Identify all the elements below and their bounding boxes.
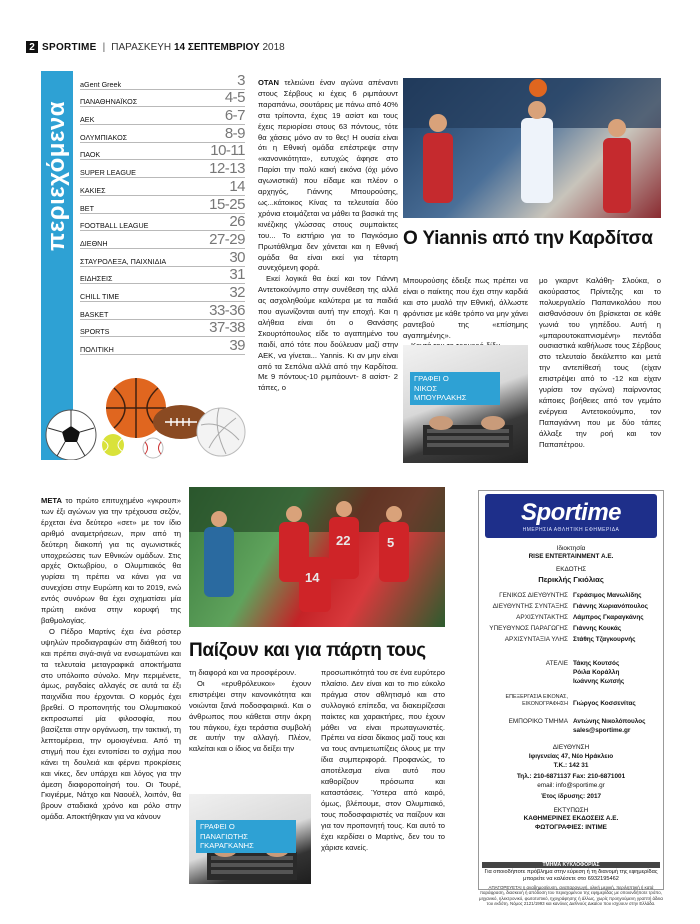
author-first-name: ΝΙΚΟΣ [414, 383, 438, 393]
contents-row [80, 267, 245, 285]
contents-section-label: ΟΛΥΜΠΙΑΚΟΣ [80, 132, 128, 142]
issue-date [111, 42, 284, 53]
author-label-line: ΓΡΑΦΕΙ Ο [414, 374, 449, 383]
copyright-notice: ΑΠΑΓΟΡΕΥΕΤΑΙ η αναδημοσίευση, αναπαραγωγή, ολική μερική, περιληπτική ή κατά παράφραση, διασκευή ή απόδοση του περιεχομένου της εφημερίδας με οποιονδήποτε τρόπο, μηχανικό, ηλεκτρονικό, φωτοτυπικό, ηχογράφησης ή άλλως, χωρίς προηγούμενη γραπτή άδεια του εκδότη. Νόμος 2121/1993 και κανόνες Διεθνούς Δικαίου που ισχύουν στην Ελλάδα. [479, 885, 663, 907]
commercial-row: ΕΜΠΟΡΙΚΟ ΤΜΗΜΑ Αντώνης Νικολόπουλος [508, 718, 646, 725]
contents-section-label: CHILL TIME [80, 291, 120, 301]
article2-column-2 [189, 668, 311, 755]
date-day: 14 ΣΕΠΤΕΜΒΡΙΟΥ [173, 41, 260, 53]
circulation-info: Για οποιοδήποτε πρόβλημα στην εύρεση ή τη διανομή της εφημερίδας μπορείτε να καλέσετε στο 6932195462 [484, 869, 658, 882]
staff-row: ΥΠΕΥΘΥΝΟΣ ΠΑΡΑΓΩΓΗΣ Γιάννης Κουκάς [489, 625, 622, 632]
contents-page-number: 3 [237, 71, 245, 89]
contents-row [80, 249, 245, 267]
article1-title: Ο Yiannis από την Καρδίτσα [403, 228, 653, 249]
contents-section-label: ΠΟΛΙΤΙΚΗ [80, 345, 114, 354]
author-first-name: ΠΑΝΑΓΙΩΤΗΣ [200, 831, 248, 841]
contents-row [80, 90, 245, 108]
article1-column-2 [403, 276, 528, 352]
article1-col2-text: Μπουρούσης έδειξε πως πρέπει να είναι ο παίκτης που έχει στην καρδιά και στο μυαλό την Εθνική, άλλωστε φρόντισε με κάθε τρόπο να μην χάνει ραντεβού της «επίσημης αγαπημένης». [403, 276, 528, 340]
article2-column-1 [41, 496, 181, 823]
author-last-name: ΜΠΟΥΡΛΑΚΗΣ [414, 393, 467, 402]
contents-row [80, 214, 245, 232]
address-label: ΔΙΕΥΘΥΝΣΗ [552, 744, 590, 751]
contents-page-number: 10-11 [210, 142, 245, 160]
staff-row: ΔΙΕΥΘΥΝΤΗΣ ΣΥΝΤΑΞΗΣ Γιάννης Χωριανόπουλος [492, 603, 649, 610]
circulation-title: ΤΜΗΜΑ ΚΥΚΛΟΦΟΡΙΑΣ [542, 862, 600, 868]
article2-col1-paragraph-2: Ο Πέδρο Μαρτίνς έχει ένα ρόστερ υψηλών προδιαγραφών στη διάθεσή του και πρέπει σιγά-σιγά να ενσωματώνει και τα τελευταία μεταγραφικά αποκτήματα στο υπόλοιπο σύνολο. Μην περιμένετε, άμως, ραγδαίες αλλαγές σε αυτά τα έξι παιχνίδια που έρχονται. Ο κορμός έχει βρεθεί. Ο προπονητής του Ολυμπιακού εκπροσωπεί μία φιλοσοφία, που βασίζεται στην οργάνωση, την τακτική, τη λεπτομέρεια, την ομοιογένεια. Από τη στιγμή που έχει εντοπίσει το σχήμα που κάνει τη δουλειά και φέρνει προκρίσεις και νίκες, δεν υπάρχει και λόγος για την άμεση διαφοροποίησή του. Οι Τουρέ, Γκιγιέρμε, Νάτχο και Ναουέλ, λοιπόν, θα βρουν σταδιακά χρόνο και ρόλο στην ομάδα. Αποκτήθηκαν για να κάνουν [41, 626, 181, 822]
contents-page-number: 15-25 [209, 195, 245, 213]
photos-credit: ΦΩΤΟΓΡΑΦΙΕΣ: INTIME [535, 824, 607, 831]
page-header [26, 40, 682, 54]
contents-page-number: 33-36 [209, 301, 245, 319]
photo-edit-row: ΕΠΕΞΕΡΓΑΣΙΑ ΕΙΚΟΝΑΣ, ΕΙΚΟΝΟΓΡΑΦΗΣΗ Γιώργος Κοσσενίτας [505, 694, 636, 707]
print-label: ΕΚΤΥΠΩΣΗ [553, 807, 589, 814]
staff-row: ΑΡΧΙΣΥΝΤΑΞΙΑ ΥΛΗΣ Στάθης Τζαγκουρνής [504, 636, 636, 643]
date-year: 2018 [262, 41, 285, 53]
contents-row [80, 143, 245, 161]
table-of-contents [80, 72, 245, 355]
article2-col1-text: το πρώτο επιτυχημένο «γκρουπ» των έξι αγώνων για την τρέχουσα σεζόν, έρχεται ένα δεύτερο «σετ» με τον ίδιο αριθμό αναμετρήσεων, πριν από τη δεύτερη διακοπή για τις αγωνιστικές υποχρεώσεις των Εθνικών ομάδων. Στις αρχές Οκτωβρίου, ο Ολυμπιακός θα γυρίσει τη πρέπει να κάνει για να συνεχίσει στην Ευρώπη και το 2019, ενώ εντός συνόρων θα έχει σχηματίσει μία πρώτη εικόνα στην κορυφή της βαθμολογίας. [41, 496, 181, 625]
contents-section-label: BET [80, 203, 94, 213]
brand-name: SPORTIME [42, 41, 97, 53]
contents-row [80, 178, 245, 196]
article1-column-1 [258, 78, 398, 394]
contents-page-number: 4-5 [224, 89, 245, 107]
contents-page-number: 8-9 [224, 124, 245, 142]
basketball-game-photo [403, 78, 661, 218]
contents-section-label: ΕΙΔΗΣΕΙΣ [80, 274, 113, 284]
contents-page-number: 26 [229, 213, 245, 231]
atelier-row: Ιωάννης Κωτσής [573, 678, 625, 685]
author-label-line: ΓΡΑΦΕΙ Ο [200, 822, 235, 831]
staff-row: ΓΕΝΙΚΟΣ ΔΙΕΥΘΥΝΤΗΣ Γεράσιμος Μανωλίδης [499, 592, 642, 599]
contact-email: email: info@sportime.gr [537, 782, 605, 789]
contents-section-label: ΣΤΑΥΡΟΛΕΞΑ, ΠΑΙΧΝΙΔΙΑ [80, 256, 167, 266]
phone-fax: Τηλ.: 210-6871137 Fax: 210-6871001 [516, 773, 626, 780]
atelier-row: Ρόιλα Κοράλλη [573, 669, 620, 676]
contents-section-label: ΠΑΟΚ [80, 150, 101, 160]
contents-page-number: 37-38 [209, 319, 245, 337]
author-last-name: ΓΚΑΡΑΓΚΑΝΗΣ [200, 841, 254, 850]
printer-name: ΚΑΘΗΜΕΡΙΝΕΣ ΕΚΔΟΣΕΙΣ Α.Ε. [523, 815, 619, 822]
baseball-icon [143, 438, 163, 458]
contents-section-label: ΠΑΝΑΘΗΝΑΪΚΟΣ [80, 97, 138, 107]
contents-page-number: 32 [229, 283, 245, 301]
contents-section-label: ΔΙΕΘΝΗ [80, 238, 108, 248]
svg-text:14: 14 [305, 570, 320, 585]
soccer-ball-icon [46, 410, 96, 460]
svg-text:5: 5 [387, 535, 395, 550]
owner-name: RISE ENTERTAINMENT A.E. [528, 553, 614, 560]
commercial-email-row: sales@sportime.gr [573, 727, 631, 734]
contents-section-label: SUPER LEAGUE [80, 168, 136, 178]
article1-lead: ΟΤΑΝ [258, 78, 279, 87]
article1-col1-text: τελειώνει έναν αγώνα απέναντι στους Σέρβους κι έχεις 6 ριμπάουντ παραπάνω, σουτάρεις με πάνω από 40% στα τρίποντα, έχεις 19 ασίστ και τους έχεις περιορίσει στους 63 πόντους, τότε θα χάσεις μόνο αν το θες! Η ουσία είναι ότι η Εθνική ομάδα επέστρεψε στην «κανονικότητα», ευτυχώς άφησε στο Παρίσι την πολύ κακή εικόνα (όχι μόνο αγωνιστικά) που είδαμε και πλέον ο αρχηγός, Γιάννης Μπουρούσης, ως...κάτοικος Κίνας τα τελευταία δύο χρόνια ετοιμάζεται να μάθει τα βασικά της κινέζικης γλώσσας στους συμπαίκτες του... Το ειστήριο για το Παγκόσμιο Πρωτάθλημα δεν χάνεται και η Εθνική ομάδα θα είναι εκεί για τέταρτη συνεχόμενη φορά. [258, 78, 398, 273]
contents-page-number: 6-7 [224, 107, 245, 125]
contents-section-label: ΚΑΚΙΕΣ [80, 185, 106, 195]
contents-page-number: 14 [229, 177, 245, 195]
contents-page-number: 39 [229, 337, 245, 354]
page-number: 2 [26, 41, 38, 53]
volleyball-icon [197, 408, 245, 456]
contents-row [80, 72, 245, 90]
contents-section-label: SPORTS [80, 327, 110, 337]
article2-title: Παίζουν και για πάρτη τους [189, 640, 426, 661]
founded-year: Έτος ίδρυσης: 2017 [540, 793, 602, 800]
tennis-ball-icon [102, 434, 124, 456]
contents-row [80, 337, 245, 355]
article2-column-3: προσωπικότητά του σε ένα ευρύτερο πλαίσιο. Δεν είναι και το πιο εύκολο πράγμα στον αθλητισμό και στο συλλογικό επίπεδα, να διακειρίζεσαι παίκτες και χαρακτήρες, που έχουν μάθει να είναι πρωταγωνιστές. Πρέπει να είσαι δίκαιος μαζί τους και να τους αντιμετωπίζεις όλους με την ίδια συμπεριφορά. Προφανώς, το αποτέλεσμα είναι αυτό που καθορίζουν πρόσωπα και καταστάσεις. Ύστερα από καιρό, όμως, βλέπουμε, στον Ολυμπιακό, τους ποδοσφαιριστές να παίζουν και για τον προπονητή τους. Και αυτό το έχει κερδίσει ο Μαρτίνς, δεν του το χάρισε κανείς. [321, 668, 445, 852]
article2-col2-paragraph-2: Οι «ερυθρόλευκοι» έχουν επιστρέψει στην κανονικότητα και νοιώνται ξανά ποδοσφαιρικά. Και ο άνθρωπος που κάθεται στην άκρη του πάγκου, έχει τεράστια συμβολή σε αυτήν την αλλαγή. Πλέον, καλείται και ο ίδιος να δείξει την [189, 678, 311, 754]
article1-author-label [410, 372, 500, 405]
contents-section-label: FOOTBALL LEAGUE [80, 221, 149, 231]
sportime-logo: Sportime ΗΜΕΡΗΣΙΑ ΑΘΛΗΤΙΚΗ ΕΦΗΜΕΡΙΔΑ [485, 494, 657, 538]
article1-column-3: μο γκαρντ Καλάθη- Σλούκα, ο ακούραστος Πρίντεζης και το πολυεργαλείο Παπανικολάου που αισθανόσουν ότι βρίσκεται σε κάθε γωνιά του γηπέδου. Αυτή η «μπαρουτοκαπνισμένη» πεντάδα ουσιαστικά καθήλωσε τους Σέρβους στο τελευταίο δεκάλεπτο και μετά την αντεπίθεσή τους (είχαν επιστρέψει από το -12 και είχαν γυρίσει τον αγώνα) παίρνοντας κάποιες βοήθειες από τον γεμάτο ενέργεια Αντετοκούνμπο, τον Παπαγιάννη που με δύο τάπες άλλαξε την ροή και τον Παπαπέτρου. [539, 276, 661, 449]
contents-row [80, 320, 245, 338]
publisher-name: Περικλής Γκιόλιας [538, 575, 604, 584]
owner-label: Ιδιοκτησία [556, 545, 586, 552]
article2-lead: ΜΕΤΑ [41, 496, 62, 505]
football-celebration-photo [189, 487, 445, 627]
contents-page-number: 30 [229, 248, 245, 266]
article1-col1-paragraph-2: Εκεί λογικά θα έκεί και τον Γιάννη Αντετοκούνμπο στην συνέθεση της αλλά ας ασχοληθούμε καλύτερα με τα παιδιά που αγωνίζονται αυτή την εποχή. Και η αλήθεια είναι ότι ο Θανάσης Σκουρτόπουλος είδε το αγαπημένο του παιδί, από τότε που δούλευαν μαζί στην ΑΕΚ, να γίνεται... Yannis. Κι αν μην είναι από τα Σεπόλια αλλά από την Καρδίτσα. Με 9 πόντους-10 ριμπάουντ- 8 ασίστ- 2 τάπες, ο [258, 274, 398, 393]
contents-row [80, 196, 245, 214]
article2-col2-text: τη διαφορά και να προσφέρουν. [189, 668, 297, 677]
contents-page-number: 31 [229, 266, 245, 284]
contents-page-number: 12-13 [209, 160, 245, 178]
article2-author-label [196, 820, 296, 853]
contents-title: περιεχόμενα [43, 101, 70, 251]
contents-row [80, 107, 245, 125]
publisher-label: ΕΚΔΟΤΗΣ [555, 566, 587, 573]
header-separator: | [102, 41, 106, 53]
contents-section-label: aGent Greek [80, 79, 122, 89]
contents-row [80, 160, 245, 178]
contents-row [80, 302, 245, 320]
contents-row [80, 125, 245, 143]
contents-page-number: 27-29 [209, 230, 245, 248]
sports-balls-illustration [41, 370, 257, 460]
address: Ιφιγενείας 47, Νέο Ηράκλειο [528, 753, 614, 760]
contents-section-label: ΑΕΚ [80, 115, 95, 125]
contents-row [80, 284, 245, 302]
atelier-row: ΑΤΕΛΙΕ Τάκης Κουτσός [545, 660, 620, 667]
svg-text:22: 22 [336, 533, 351, 548]
date-weekday: ΠΑΡΑΣΚΕΥΗ [111, 41, 172, 53]
staff-row: ΑΡΧΙΣΥΝΤΑΚΤΗΣ Λάμπρος Γκαραγκάνης [516, 614, 644, 621]
postcode: Τ.Κ.: 142 31 [553, 762, 589, 769]
contents-section-label: BASKET [80, 309, 109, 319]
contents-row [80, 231, 245, 249]
